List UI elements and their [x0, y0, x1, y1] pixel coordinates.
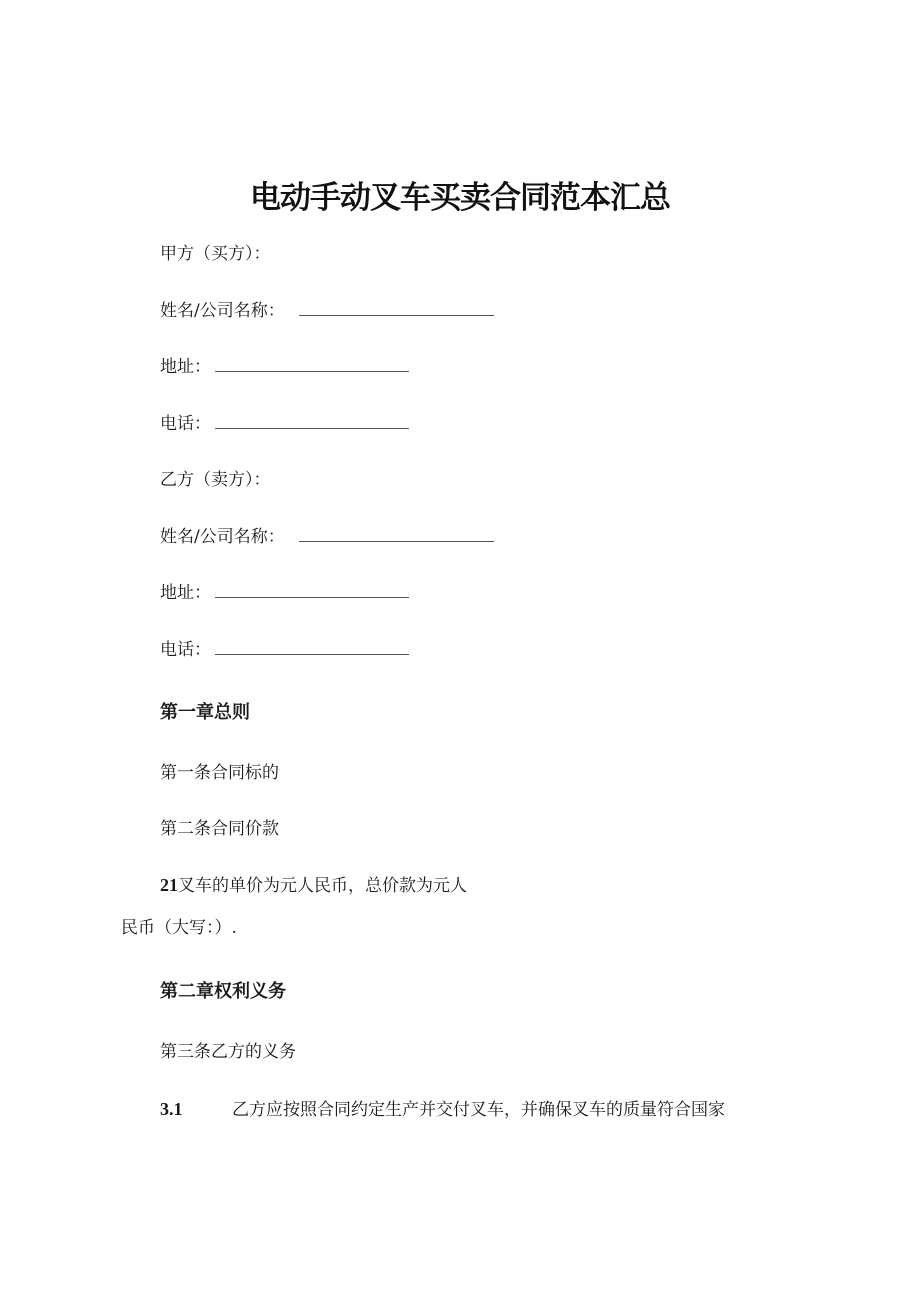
clause-21 — [160, 874, 467, 897]
clause-21-continuation: 民币（大写：）. — [121, 918, 237, 938]
clause-21-number: 21 — [160, 875, 178, 895]
chapter-1-heading: 第一章总则 — [160, 702, 250, 723]
article-1: 第一条合同标的 — [160, 763, 279, 783]
clause-31-text: 乙方应按照合同约定生产并交付叉车，并确保叉车的质量符合国家 — [232, 1100, 725, 1120]
party-b-address-row — [160, 582, 409, 604]
party-b-phone-label: 电话： — [160, 640, 211, 660]
party-b-name-row — [160, 526, 494, 548]
party-a-address-row — [160, 356, 409, 378]
party-b-heading: 乙方（卖方）： — [160, 470, 271, 490]
party-a-name-label: 姓名/公司名称： — [160, 301, 285, 321]
party-b-phone-blank — [215, 640, 409, 655]
party-b-name-label: 姓名/公司名称： — [160, 527, 285, 547]
party-b-address-label: 地址： — [160, 583, 211, 603]
party-a-name-row — [160, 300, 494, 322]
party-a-name-blank — [299, 301, 494, 316]
party-b-address-blank — [215, 583, 409, 598]
party-a-heading: 甲方（买方）： — [160, 244, 271, 264]
article-3: 第三条乙方的义务 — [160, 1042, 296, 1062]
clause-31 — [160, 1098, 725, 1121]
party-b-phone-row — [160, 639, 409, 661]
chapter-2-heading: 第二章权利义务 — [160, 981, 286, 1002]
party-a-phone-blank — [215, 414, 409, 429]
article-2: 第二条合同价款 — [160, 819, 279, 839]
party-a-address-label: 地址： — [160, 357, 211, 377]
party-b-name-blank — [299, 527, 494, 542]
party-a-phone-row — [160, 413, 409, 435]
party-a-address-blank — [215, 357, 409, 372]
party-a-phone-label: 电话： — [160, 414, 211, 434]
document-title: 电动手动叉车买卖合同范本汇总 — [250, 180, 670, 216]
clause-31-number: 3.1 — [160, 1099, 183, 1119]
clause-21-text: 叉车的单价为元人民币，总价款为元人 — [178, 876, 467, 896]
